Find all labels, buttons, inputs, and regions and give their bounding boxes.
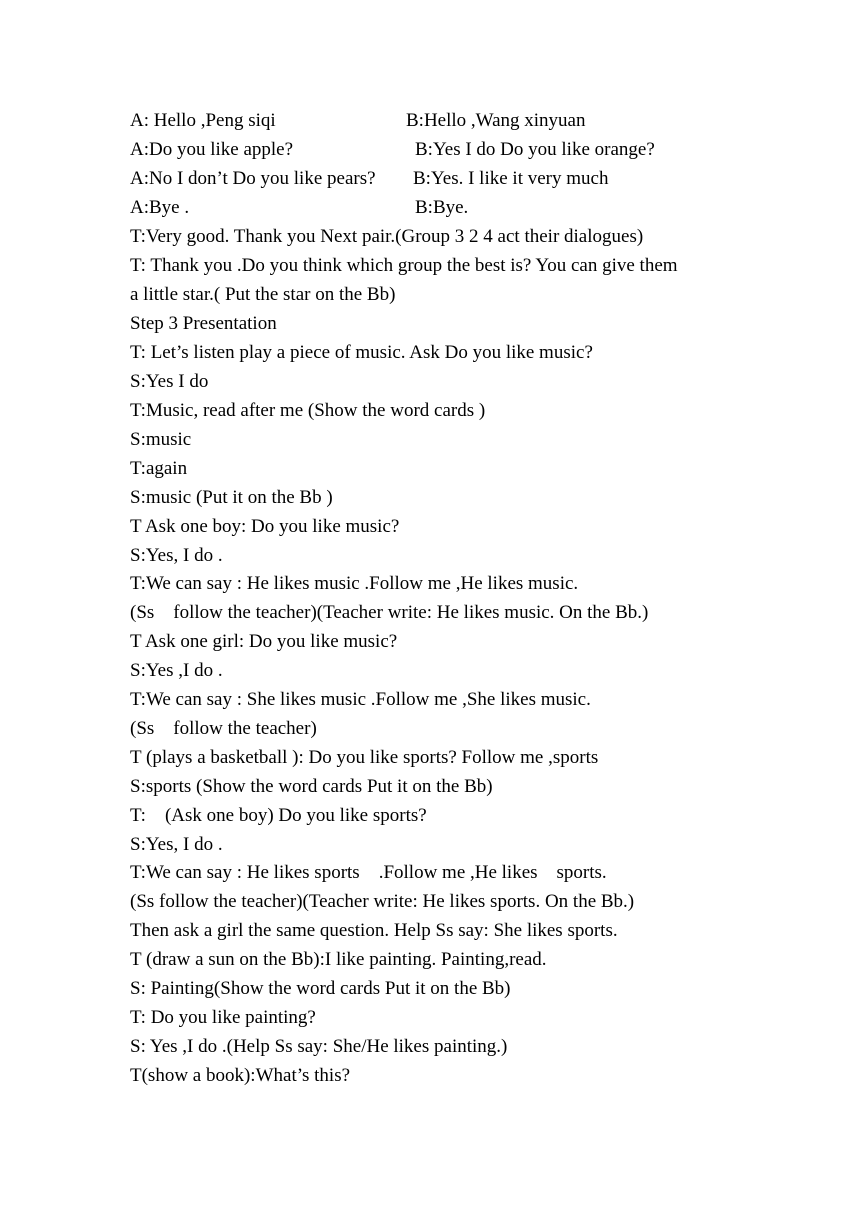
text-line: T: (Ask one boy) Do you like sports? (130, 805, 427, 826)
dialogue-b: B:Yes. I like it very much (413, 168, 609, 189)
text-line: S:music (Put it on the Bb ) (130, 487, 333, 508)
text-line: T Ask one boy: Do you like music? (130, 516, 400, 537)
section-heading: Step 3 Presentation (130, 313, 277, 334)
text-line: S: Painting(Show the word cards Put it on the Bb) (130, 978, 511, 999)
text-line: T:again (130, 458, 188, 479)
text-line: T: Let’s listen play a piece of music. Ask Do you like music? (130, 342, 593, 363)
dialogue-a: A: Hello ,Peng siqi (130, 110, 276, 131)
dialogue-row (130, 106, 770, 135)
text-line: a little star.( Put the star on the Bb) (130, 284, 396, 305)
text-line: Then ask a girl the same question. Help Ss say: She likes sports. (130, 920, 618, 941)
text-line: S: Yes ,I do .(Help Ss say: She/He likes painting.) (130, 1036, 508, 1057)
text-line: S:sports (Show the word cards Put it on the Bb) (130, 776, 493, 797)
text-line: T:We can say : He likes sports .Follow me ,He likes sports. (130, 862, 607, 883)
text-line: (Ss follow the teacher)(Teacher write: He likes music. On the Bb.) (130, 602, 649, 623)
dialogue-a: A:Do you like apple? (130, 139, 294, 160)
text-line: T:Music, read after me (Show the word cards ) (130, 400, 486, 421)
text-line: (Ss follow the teacher)(Teacher write: He likes sports. On the Bb.) (130, 891, 635, 912)
text-line: S:Yes, I do . (130, 834, 223, 855)
text-line: T:We can say : She likes music .Follow me ,She likes music. (130, 689, 591, 710)
dialogue-b: B:Bye. (415, 197, 469, 218)
text-line: S:Yes ,I do . (130, 660, 223, 681)
text-line: T (draw a sun on the Bb):I like painting. Painting,read. (130, 949, 547, 970)
dialogue-row (130, 135, 770, 164)
text-line: S:Yes, I do . (130, 545, 223, 566)
text-line: (Ss follow the teacher) (130, 718, 317, 739)
text-line: T(show a book):What’s this? (130, 1065, 351, 1086)
dialogue-b: B:Yes I do Do you like orange? (415, 139, 655, 160)
text-line: T:We can say : He likes music .Follow me ,He likes music. (130, 573, 579, 594)
dialogue-row (130, 164, 770, 193)
dialogue-b: B:Hello ,Wang xinyuan (406, 110, 586, 131)
text-line: T: Thank you .Do you think which group the best is? You can give them (130, 255, 678, 276)
dialogue-row (130, 193, 770, 222)
text-line: T (plays a basketball ): Do you like sports? Follow me ,sports (130, 747, 599, 768)
text-line: T: Do you like painting? (130, 1007, 316, 1028)
text-line: S:music (130, 429, 192, 450)
text-line: T:Very good. Thank you Next pair.(Group 3 2 4 act their dialogues) (130, 226, 644, 247)
dialogue-a: A:No I don’t Do you like pears? (130, 168, 376, 189)
dialogue-a: A:Bye . (130, 197, 190, 218)
text-line: T Ask one girl: Do you like music? (130, 631, 398, 652)
text-line: S:Yes I do (130, 371, 209, 392)
